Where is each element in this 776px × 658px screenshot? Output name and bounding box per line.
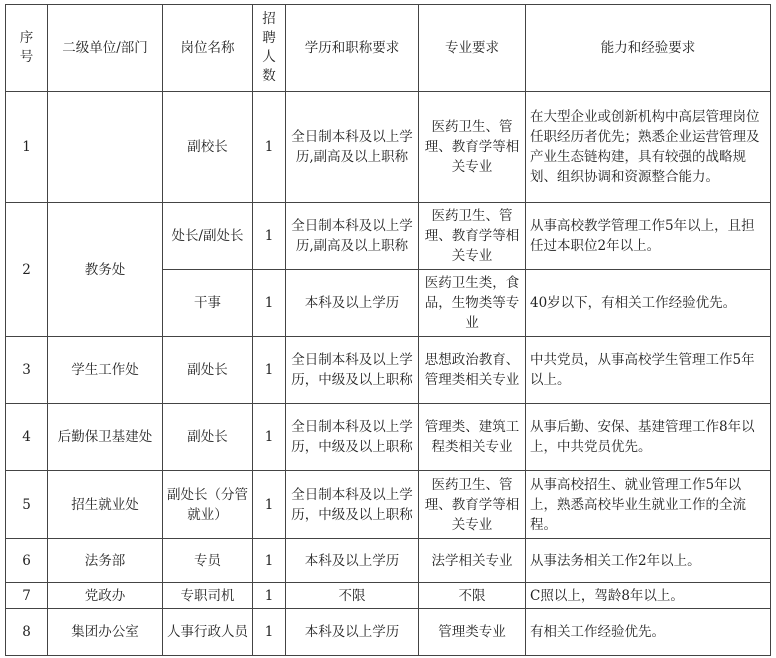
table-row	[6, 404, 771, 471]
table-row	[6, 539, 771, 583]
table-row	[6, 609, 771, 656]
cell-education: 全日制本科及以上学历，中级及以上职称	[286, 337, 419, 404]
cell-no: 3	[6, 337, 48, 404]
cell-position: 人事行政人员	[163, 609, 253, 656]
cell-count: 1	[253, 270, 286, 337]
cell-position: 副处长	[163, 404, 253, 471]
cell-no: 8	[6, 609, 48, 656]
cell-count: 1	[253, 609, 286, 656]
cell-major: 不限	[419, 583, 526, 609]
cell-dept: 后勤保卫基建处	[48, 404, 163, 471]
cell-major: 管理类、建筑工程类相关专业	[419, 404, 526, 471]
cell-education: 全日制本科及以上学历,副高及以上职称	[286, 203, 419, 270]
table-row	[6, 337, 771, 404]
cell-count: 1	[253, 203, 286, 270]
cell-education: 本科及以上学历	[286, 609, 419, 656]
cell-dept: 教务处	[48, 203, 163, 337]
cell-position: 副处长	[163, 337, 253, 404]
cell-education: 本科及以上学历	[286, 270, 419, 337]
header-row	[6, 5, 771, 92]
cell-dept: 学生工作处	[48, 337, 163, 404]
cell-ability: 从事法务相关工作2年以上。	[526, 539, 771, 583]
cell-position: 专员	[163, 539, 253, 583]
cell-major: 医药卫生、管理、教育学等相关专业	[419, 471, 526, 539]
cell-dept: 法务部	[48, 539, 163, 583]
cell-major: 思想政治教育、管理类相关专业	[419, 337, 526, 404]
cell-ability: 在大型企业或创新机构中高层管理岗位任职经历者优先；熟悉企业运营管理及产业生态链构建，具有较强的战略规划、组织协调和资源整合能力。	[526, 92, 771, 203]
cell-ability: 从事后勤、安保、基建管理工作8年以上，中共党员优先。	[526, 404, 771, 471]
cell-dept: 招生就业处	[48, 471, 163, 539]
cell-count: 1	[253, 583, 286, 609]
cell-dept: 集团办公室	[48, 609, 163, 656]
header-no: 序号	[6, 5, 48, 92]
cell-dept: 党政办	[48, 583, 163, 609]
cell-education: 本科及以上学历	[286, 539, 419, 583]
cell-no: 6	[6, 539, 48, 583]
cell-count: 1	[253, 92, 286, 203]
cell-major: 医药卫生、管理、教育学等相关专业	[419, 203, 526, 270]
cell-count: 1	[253, 539, 286, 583]
cell-education: 全日制本科及以上学历，中级及以上职称	[286, 404, 419, 471]
cell-dept	[48, 92, 163, 203]
cell-position: 专职司机	[163, 583, 253, 609]
cell-education: 全日制本科及以上学历，中级及以上职称	[286, 471, 419, 539]
cell-major: 法学相关专业	[419, 539, 526, 583]
cell-ability: 有相关工作经验优先。	[526, 609, 771, 656]
cell-major: 医药卫生类，食品，生物类等专业	[419, 270, 526, 337]
cell-no: 7	[6, 583, 48, 609]
cell-count: 1	[253, 471, 286, 539]
header-dept: 二级单位/部门	[48, 5, 163, 92]
cell-major: 管理类专业	[419, 609, 526, 656]
cell-no: 5	[6, 471, 48, 539]
cell-education: 全日制本科及以上学历,副高及以上职称	[286, 92, 419, 203]
table-row	[6, 92, 771, 203]
cell-count: 1	[253, 337, 286, 404]
cell-position: 处长/副处长	[163, 203, 253, 270]
table-row	[6, 583, 771, 609]
cell-education: 不限	[286, 583, 419, 609]
cell-ability: 从事高校教学管理工作5年以上，且担任过本职位2年以上。	[526, 203, 771, 270]
cell-position: 副校长	[163, 92, 253, 203]
header-position: 岗位名称	[163, 5, 253, 92]
cell-no: 2	[6, 203, 48, 337]
cell-count: 1	[253, 404, 286, 471]
cell-no: 1	[6, 92, 48, 203]
cell-no: 4	[6, 404, 48, 471]
cell-position: 副处长（分管就业）	[163, 471, 253, 539]
table-row	[6, 203, 771, 270]
cell-position: 干事	[163, 270, 253, 337]
header-ability: 能力和经验要求	[526, 5, 771, 92]
cell-major: 医药卫生、管理、教育学等相关专业	[419, 92, 526, 203]
cell-ability: 从事高校招生、就业管理工作5年以上，熟悉高校毕业生就业工作的全流程。	[526, 471, 771, 539]
cell-ability: 40岁以下，有相关工作经验优先。	[526, 270, 771, 337]
table-row	[6, 471, 771, 539]
recruitment-table	[5, 4, 771, 656]
header-major: 专业要求	[419, 5, 526, 92]
cell-ability: 中共党员，从事高校学生管理工作5年以上。	[526, 337, 771, 404]
header-count: 招聘人数	[253, 5, 286, 92]
cell-ability: C照以上，驾龄8年以上。	[526, 583, 771, 609]
header-education: 学历和职称要求	[286, 5, 419, 92]
